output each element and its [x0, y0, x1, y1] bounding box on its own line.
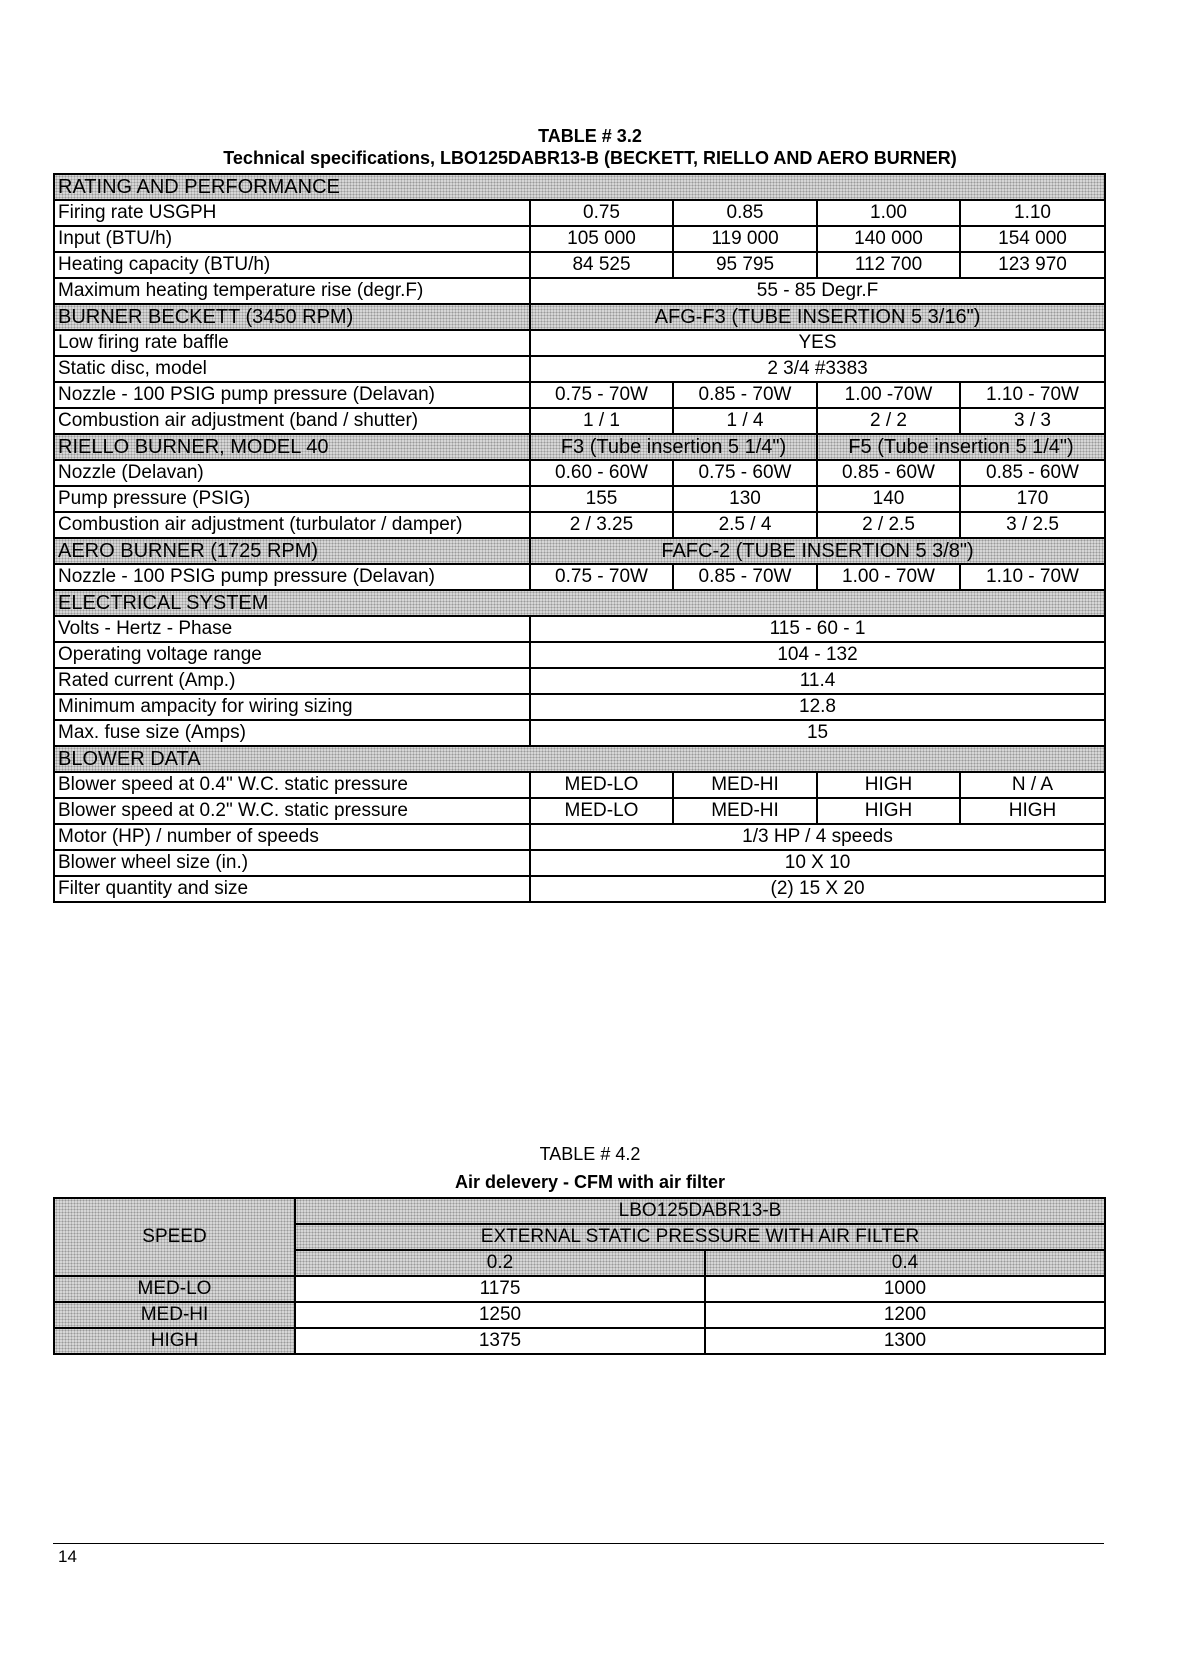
table-cell: HIGH [817, 772, 960, 798]
section-electrical-system [54, 590, 1105, 616]
table-row [54, 460, 1105, 486]
table-row [54, 772, 1105, 798]
table-cell: 123 970 [960, 252, 1105, 278]
table-cell: 155 [530, 486, 673, 512]
row-label: Firing rate USGPH [54, 200, 530, 226]
table-cell: MED-LO [530, 772, 673, 798]
section-beckett-burner [54, 304, 1105, 330]
row-label: Combustion air adjustment (band / shutter) [54, 408, 530, 434]
table-cell: 170 [960, 486, 1105, 512]
table-row [54, 486, 1105, 512]
table-cell: 119 000 [673, 226, 817, 252]
table-cell: 1.10 [960, 200, 1105, 226]
section-riello-burner [54, 434, 1105, 460]
section-rating-performance [54, 174, 1105, 200]
table-cell: 1.00 [817, 200, 960, 226]
table-cell: (2) 15 X 20 [530, 876, 1105, 902]
row-label: Operating voltage range [54, 642, 530, 668]
row-label: Static disc, model [54, 356, 530, 382]
table-cell: 2 / 3.25 [530, 512, 673, 538]
table-cell: 55 - 85 Degr.F [530, 278, 1105, 304]
table-cell: 130 [673, 486, 817, 512]
table-row [54, 798, 1105, 824]
speed-label: MED-LO [54, 1276, 295, 1302]
table-cell: MED-HI [673, 798, 817, 824]
table-row [54, 330, 1105, 356]
row-label: Blower speed at 0.4" W.C. static pressure [54, 772, 530, 798]
table-cell: 2 / 2 [817, 408, 960, 434]
table-row [54, 1302, 1105, 1328]
table-row [54, 564, 1105, 590]
table-cell: 0.75 - 70W [530, 382, 673, 408]
table-cell: 2.5 / 4 [673, 512, 817, 538]
row-label: Blower wheel size (in.) [54, 850, 530, 876]
table-row [54, 668, 1105, 694]
table-header-row [54, 1198, 1105, 1224]
table-4-2-subtitle: Air delevery - CFM with air filter [454, 1172, 726, 1192]
table-cell: 0.85 - 70W [673, 382, 817, 408]
table-row [54, 512, 1105, 538]
section-header: RIELLO BURNER, MODEL 40 [54, 434, 530, 460]
table-cell: 0.60 - 60W [530, 460, 673, 486]
table-cell: 140 [817, 486, 960, 512]
table-row [54, 616, 1105, 642]
row-label: Maximum heating temperature rise (degr.F) [54, 278, 530, 304]
pressure-header: EXTERNAL STATIC PRESSURE WITH AIR FILTER [295, 1224, 1105, 1250]
table-row [54, 252, 1105, 278]
speed-header: SPEED [54, 1198, 295, 1276]
table-cell: 1 / 4 [673, 408, 817, 434]
table-cell: 3 / 2.5 [960, 512, 1105, 538]
table-cell: 115 - 60 - 1 [530, 616, 1105, 642]
table-cell: 1.10 - 70W [960, 564, 1105, 590]
table-cell: 104 - 132 [530, 642, 1105, 668]
table-cell: 0.85 - 60W [817, 460, 960, 486]
table-cell: 2 3/4 #3383 [530, 356, 1105, 382]
table-cell: 10 X 10 [530, 850, 1105, 876]
table-cell: 1175 [295, 1276, 705, 1302]
pressure-column-header: 0.2 [295, 1250, 705, 1276]
table-cell: MED-LO [530, 798, 673, 824]
air-delivery-table [53, 1197, 1106, 1355]
table-cell: 0.85 [673, 200, 817, 226]
table-3-2-subtitle: Technical specifications, LBO125DABR13-B (BECKETT, RIELLO AND AERO BURNER) [223, 148, 957, 168]
row-label: Max. fuse size (Amps) [54, 720, 530, 746]
table-cell: 105 000 [530, 226, 673, 252]
row-label: Minimum ampacity for wiring sizing [54, 694, 530, 720]
table-cell: HIGH [960, 798, 1105, 824]
table-cell: 12.8 [530, 694, 1105, 720]
technical-specifications-table [53, 173, 1106, 903]
table-cell: 1 / 1 [530, 408, 673, 434]
table-cell: 1375 [295, 1328, 705, 1354]
table-cell: 1000 [705, 1276, 1105, 1302]
table-row [54, 850, 1105, 876]
table-row [54, 1276, 1105, 1302]
table-cell: 0.75 - 70W [530, 564, 673, 590]
section-header: BURNER BECKETT (3450 RPM) [54, 304, 530, 330]
table-cell: 1.10 - 70W [960, 382, 1105, 408]
table-cell: 0.75 [530, 200, 673, 226]
section-blower-data [54, 746, 1105, 772]
table-cell: YES [530, 330, 1105, 356]
speed-label: MED-HI [54, 1302, 295, 1328]
table-row [54, 694, 1105, 720]
table-row [54, 278, 1105, 304]
table-cell: 1200 [705, 1302, 1105, 1328]
table-cell: 154 000 [960, 226, 1105, 252]
table-cell: 140 000 [817, 226, 960, 252]
table-cell: 0.85 - 70W [673, 564, 817, 590]
section-header-value: AFG-F3 (TUBE INSERTION 5 3/16") [530, 304, 1105, 330]
table-cell: 95 795 [673, 252, 817, 278]
table-row [54, 642, 1105, 668]
table-row [54, 824, 1105, 850]
table-cell: 1250 [295, 1302, 705, 1328]
row-label: Filter quantity and size [54, 876, 530, 902]
table-row [54, 876, 1105, 902]
speed-label: HIGH [54, 1328, 295, 1354]
row-label: Nozzle - 100 PSIG pump pressure (Delavan) [54, 564, 530, 590]
table-row [54, 720, 1105, 746]
table-cell: HIGH [817, 798, 960, 824]
row-label: Rated current (Amp.) [54, 668, 530, 694]
section-header: AERO BURNER (1725 RPM) [54, 538, 530, 564]
section-header-value: F5 (Tube insertion 5 1/4") [817, 434, 1105, 460]
table-cell: 1.00 - 70W [817, 564, 960, 590]
table-cell: 0.85 - 60W [960, 460, 1105, 486]
table-row [54, 1328, 1105, 1354]
section-header-value: FAFC-2 (TUBE INSERTION 5 3/8") [530, 538, 1105, 564]
table-row [54, 200, 1105, 226]
section-header: RATING AND PERFORMANCE [54, 174, 1105, 200]
row-label: Low firing rate baffle [54, 330, 530, 356]
table-row [54, 356, 1105, 382]
page-number: 14 [58, 1547, 77, 1566]
row-label: Volts - Hertz - Phase [54, 616, 530, 642]
section-header-value: F3 (Tube insertion 5 1/4") [530, 434, 817, 460]
table-cell: 2 / 2.5 [817, 512, 960, 538]
row-label: Pump pressure (PSIG) [54, 486, 530, 512]
table-row [54, 408, 1105, 434]
table-row [54, 226, 1105, 252]
row-label: Heating capacity (BTU/h) [54, 252, 530, 278]
table-cell: 1.00 -70W [817, 382, 960, 408]
footer-divider [53, 1543, 1104, 1544]
section-header: BLOWER DATA [54, 746, 1105, 772]
row-label: Nozzle - 100 PSIG pump pressure (Delavan) [54, 382, 530, 408]
table-cell: 11.4 [530, 668, 1105, 694]
table-3-2-title: TABLE # 3.2 [538, 126, 642, 146]
row-label: Input (BTU/h) [54, 226, 530, 252]
row-label: Nozzle (Delavan) [54, 460, 530, 486]
model-header: LBO125DABR13-B [295, 1198, 1105, 1224]
table-cell: MED-HI [673, 772, 817, 798]
row-label: Combustion air adjustment (turbulator / damper) [54, 512, 530, 538]
section-aero-burner [54, 538, 1105, 564]
table-cell: 3 / 3 [960, 408, 1105, 434]
table-cell: 112 700 [817, 252, 960, 278]
row-label: Motor (HP) / number of speeds [54, 824, 530, 850]
section-header: ELECTRICAL SYSTEM [54, 590, 1105, 616]
table-cell: N / A [960, 772, 1105, 798]
table-cell: 15 [530, 720, 1105, 746]
table-row [54, 382, 1105, 408]
table-cell: 1300 [705, 1328, 1105, 1354]
table-4-2-title: TABLE # 4.2 [539, 1144, 641, 1164]
pressure-column-header: 0.4 [705, 1250, 1105, 1276]
table-cell: 1/3 HP / 4 speeds [530, 824, 1105, 850]
table-cell: 84 525 [530, 252, 673, 278]
table-cell: 0.75 - 60W [673, 460, 817, 486]
row-label: Blower speed at 0.2" W.C. static pressure [54, 798, 530, 824]
